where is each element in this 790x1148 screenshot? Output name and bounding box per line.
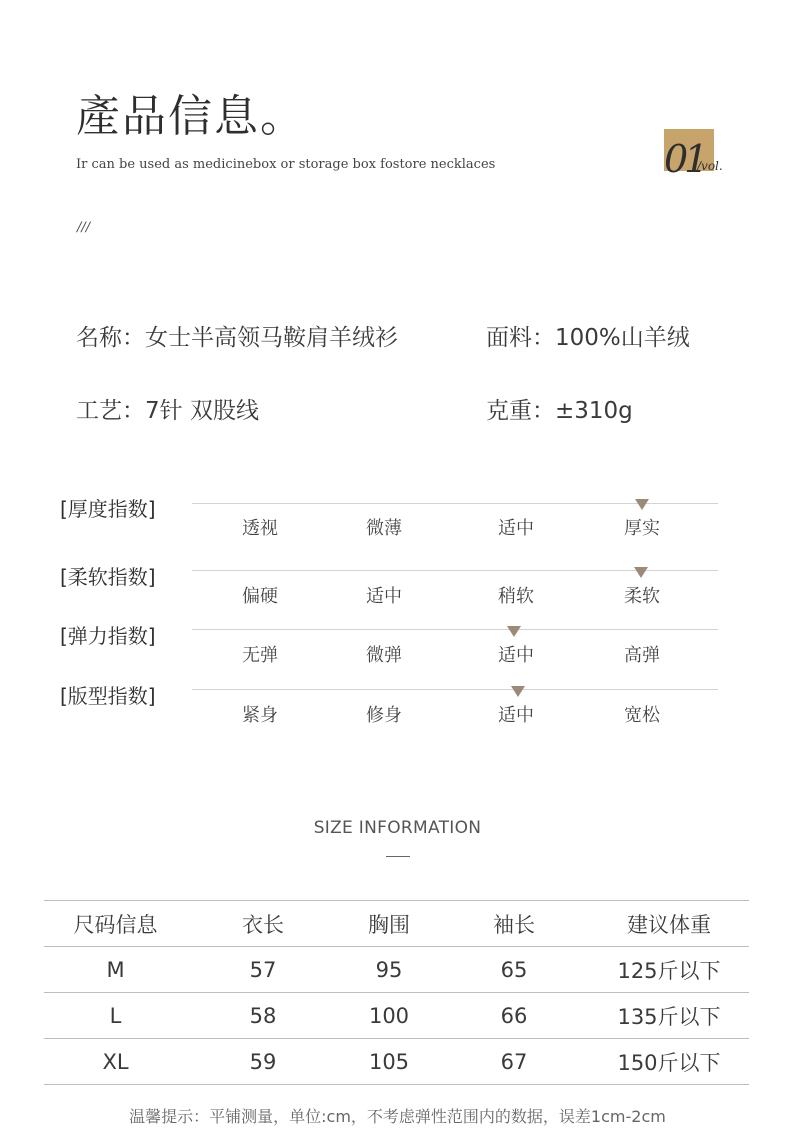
table-row — [44, 1039, 749, 1085]
table-cell: 58 — [187, 993, 339, 1039]
spec-fabric — [486, 319, 690, 352]
page-subtitle: Ir can be used as medicinebox or storage box fostore necklaces — [76, 157, 496, 172]
softness-option: 稍软 — [498, 586, 534, 607]
thickness-option: 厚实 — [624, 518, 660, 539]
thickness-option: 适中 — [498, 518, 534, 539]
table-cell: 65 — [439, 947, 589, 993]
table-row — [44, 993, 749, 1039]
table-cell: 125斤以下 — [589, 947, 749, 993]
spec-label: 工艺： — [76, 398, 145, 424]
elasticity-index-line — [192, 629, 718, 630]
size-table — [44, 900, 749, 1085]
table-cell: 105 — [339, 1039, 439, 1085]
thickness-index-label: [厚度指数] — [60, 497, 156, 521]
table-cell: 135斤以下 — [589, 993, 749, 1039]
decorative-slashes: /// — [77, 220, 91, 235]
table-cell: 66 — [439, 993, 589, 1039]
table-cell: 150斤以下 — [589, 1039, 749, 1085]
table-cell: L — [44, 993, 187, 1039]
fit-index-line — [192, 689, 718, 690]
size-title-divider — [386, 856, 410, 857]
spec-value: 100%山羊绒 — [555, 325, 690, 351]
thickness-option: 微薄 — [366, 518, 402, 539]
elasticity-option: 高弹 — [624, 645, 660, 666]
table-cell: XL — [44, 1039, 187, 1085]
fit-option: 宽松 — [624, 705, 660, 726]
softness-option: 偏硬 — [242, 586, 278, 607]
thickness-option: 透视 — [242, 518, 278, 539]
elasticity-option: 无弹 — [242, 645, 278, 666]
fit-index-label: [版型指数] — [60, 684, 156, 708]
fit-option: 适中 — [498, 705, 534, 726]
size-section-title: SIZE INFORMATION — [313, 818, 482, 838]
spec-craft — [76, 392, 259, 425]
table-cell: 67 — [439, 1039, 589, 1085]
volume-badge — [664, 129, 724, 179]
fit-marker-icon — [511, 686, 525, 697]
table-header-cell: 胸围 — [339, 901, 439, 947]
softness-marker-icon — [634, 567, 648, 578]
elasticity-marker-icon — [507, 626, 521, 637]
elasticity-option: 微弹 — [366, 645, 402, 666]
spec-weight — [486, 392, 633, 425]
spec-label: 名称： — [76, 325, 145, 351]
spec-value: 女士半高领马鞍肩羊绒衫 — [145, 325, 398, 351]
table-row — [44, 947, 749, 993]
badge-vol: /vol. — [697, 159, 723, 173]
table-cell: 59 — [187, 1039, 339, 1085]
table-cell: 57 — [187, 947, 339, 993]
table-header-cell: 袖长 — [439, 901, 589, 947]
softness-option: 适中 — [366, 586, 402, 607]
spec-value: ±310g — [555, 398, 633, 424]
page-title: 產品信息。 — [76, 91, 306, 142]
size-table-header-row — [44, 901, 749, 947]
table-header-cell: 尺码信息 — [44, 901, 187, 947]
spec-value: 7针 双股线 — [145, 398, 259, 424]
softness-option: 柔软 — [624, 586, 660, 607]
table-cell: 95 — [339, 947, 439, 993]
softness-index-label: [柔软指数] — [60, 565, 156, 589]
elasticity-index-label: [弹力指数] — [60, 624, 156, 648]
elasticity-option: 适中 — [498, 645, 534, 666]
measurement-tip: 温馨提示：平铺测量，单位:cm，不考虑弹性范围内的数据，误差1cm-2cm — [129, 1107, 666, 1126]
spec-name — [76, 319, 398, 352]
table-header-cell: 建议体重 — [589, 901, 749, 947]
table-cell: 100 — [339, 993, 439, 1039]
table-header-cell: 衣长 — [187, 901, 339, 947]
fit-option: 修身 — [366, 705, 402, 726]
fit-option: 紧身 — [242, 705, 278, 726]
thickness-marker-icon — [635, 499, 649, 510]
spec-label: 克重： — [486, 398, 555, 424]
badge-number: 01 — [664, 137, 705, 181]
spec-label: 面料： — [486, 325, 555, 351]
table-cell: M — [44, 947, 187, 993]
